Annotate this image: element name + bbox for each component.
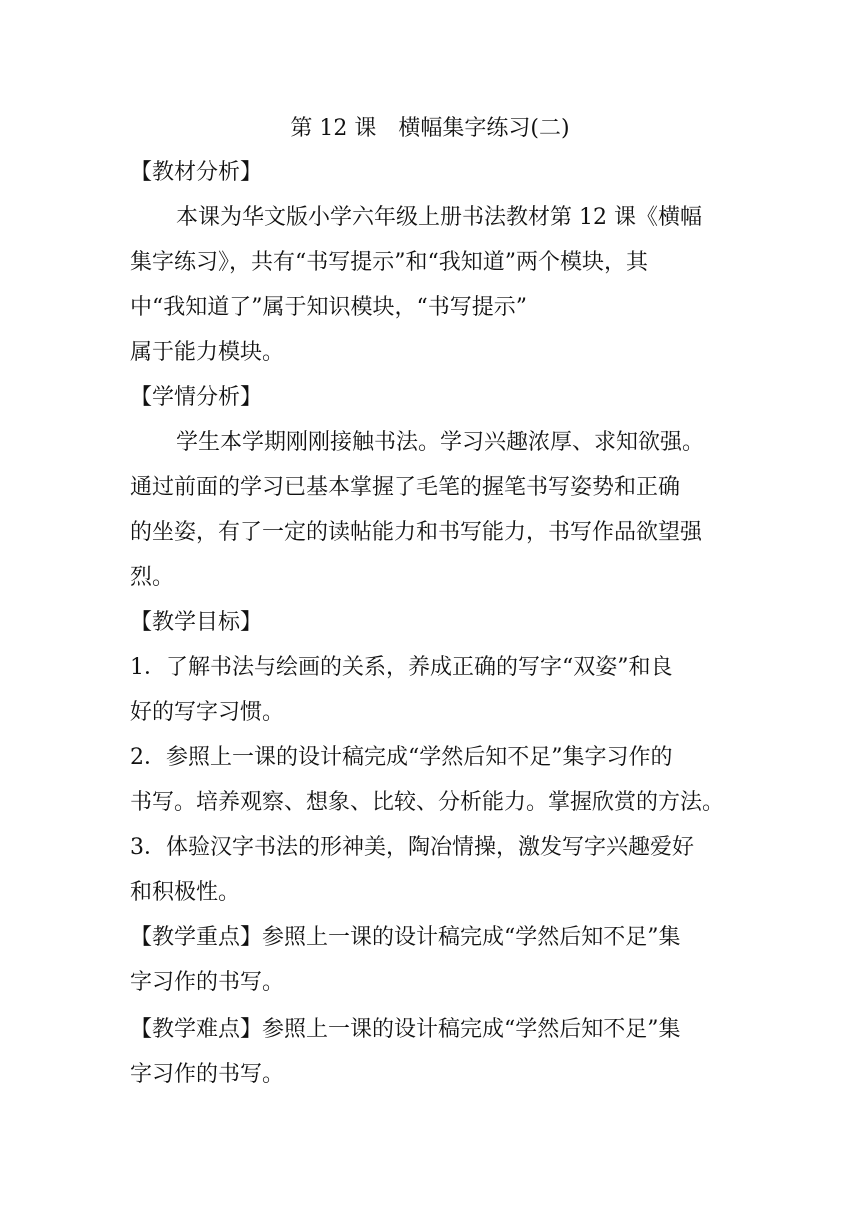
paragraph-line: 通过前面的学习已基本掌握了毛笔的握笔书写姿势和正确	[130, 475, 681, 500]
paragraph-line: 中“我知道了”属于知识模块，“书写提示”	[130, 295, 527, 320]
goal-line: 3．体验汉字书法的形神美，陶冶情操，激发写字兴趣爱好	[130, 835, 694, 860]
goal-line: 和积极性。	[130, 880, 241, 905]
section-heading-teaching-goals: 【教学目标】	[130, 610, 263, 635]
paragraph-line: 字习作的书写。	[130, 1062, 285, 1087]
paragraph-line: 的坐姿，有了一定的读帖能力和书写能力，书写作品欲望强	[130, 520, 703, 545]
goal-line: 书写。培养观察、想象、比较、分析能力。掌握欣赏的方法。	[130, 790, 725, 815]
paragraph-line: 烈。	[130, 565, 175, 590]
section-heading-student-analysis: 【学情分析】	[130, 385, 263, 410]
paragraph-line: 属于能力模块。	[130, 340, 285, 365]
difficulty-line	[130, 1013, 681, 1047]
key-point-text: 参照上一课的设计稿完成“学然后知不足”集	[262, 925, 681, 950]
paragraph-line: 本课为华文版小学六年级上册书法教材第 12 课《横幅	[176, 205, 702, 230]
difficulty-text: 参照上一课的设计稿完成“学然后知不足”集	[262, 1017, 681, 1042]
goal-line: 好的写字习惯。	[130, 700, 285, 725]
section-heading-key-point: 【教学重点】	[130, 925, 263, 950]
key-point-line	[130, 921, 681, 955]
section-heading-difficulty: 【教学难点】	[130, 1017, 263, 1042]
paragraph-line: 集字练习》，共有“书写提示”和“我知道”两个模块，其	[130, 250, 648, 275]
goal-line: 2．参照上一课的设计稿完成“学然后知不足”集字习作的	[130, 745, 673, 770]
lesson-title: 第 12 课 横幅集字练习(二)	[290, 116, 570, 141]
goal-line: 1．了解书法与绘画的关系，养成正确的写字“双姿”和良	[130, 655, 673, 680]
paragraph-line: 学生本学期刚刚接触书法。学习兴趣浓厚、求知欲强。	[176, 430, 705, 455]
section-heading-textbook-analysis: 【教材分析】	[130, 160, 263, 185]
paragraph-line: 字习作的书写。	[130, 970, 285, 995]
